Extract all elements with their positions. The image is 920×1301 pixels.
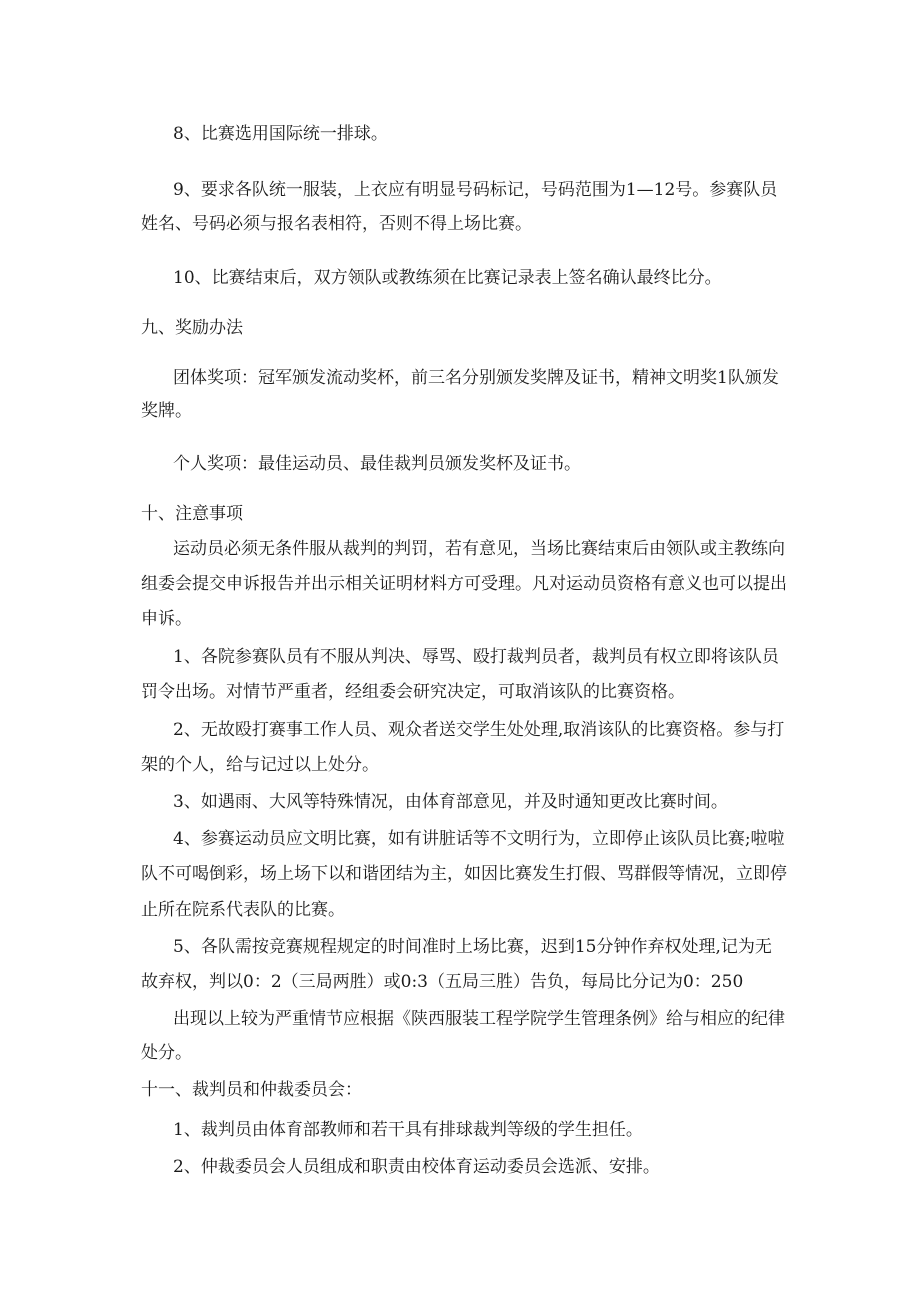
- referee-2: 2、仲裁委员会人员组成和职责由校体育运动委员会选派、安排。: [173, 1157, 660, 1177]
- notice-1-line-1: 1、各院参赛队员有不服从判决、辱骂、殴打裁判员者，裁判员有权立即将该队员: [173, 647, 779, 667]
- notice-4-line-3: 止所在院系代表队的比赛。: [141, 900, 345, 920]
- notice-4-line-2: 队不可喝倒彩，场上场下以和谐团结为主，如因比赛发生打假、骂群假等情况，立即停: [141, 864, 787, 884]
- team-award-line-2: 奖牌。: [141, 401, 192, 421]
- notice-2-line-1: 2、无故殴打赛事工作人员、观众者送交学生处处理,取消该队的比赛资格。参与打: [173, 720, 785, 740]
- notice-5-line-2: 故弃权，判以0：2（三局两胜）或0:3（五局三胜）告负，每局比分记为0：250: [141, 972, 744, 992]
- section-9-heading: 九、奖励办法: [141, 318, 243, 338]
- notice-6-line-2: 处分。: [141, 1043, 192, 1063]
- rule-9-line-1: 9、要求各队统一服装，上衣应有明显号码标记，号码范围为1—12号。参赛队员: [173, 180, 778, 200]
- team-award-line-1: 团体奖项：冠军颁发流动奖杯，前三名分别颁发奖牌及证书，精神文明奖1队颁发: [173, 368, 779, 388]
- notice-6-line-1: 出现以上较为严重情节应根据《陕西服装工程学院学生管理条例》给与相应的纪律: [173, 1009, 785, 1029]
- rule-9-line-2: 姓名、号码必须与报名表相符，否则不得上场比赛。: [141, 214, 532, 234]
- rule-8: 8、比赛选用国际统一排球。: [173, 124, 388, 144]
- individual-award: 个人奖项：最佳运动员、最佳裁判员颁发奖杯及证书。: [173, 454, 581, 474]
- notice-intro-line-3: 申诉。: [141, 609, 192, 629]
- notice-4-line-1: 4、参赛运动员应文明比赛，如有讲脏话等不文明行为，立即停止该队员比赛;啦啦: [173, 829, 785, 849]
- rule-10: 10、比赛结束后，双方领队或教练须在比赛记录表上签名确认最终比分。: [173, 268, 722, 288]
- notice-3: 3、如遇雨、大风等特殊情况，由体育部意见，并及时通知更改比赛时间。: [173, 792, 728, 812]
- notice-5-line-1: 5、各队需按竞赛规程规定的时间准时上场比赛，迟到15分钟作弃权处理,记为无: [173, 937, 772, 957]
- notice-intro-line-2: 组委会提交申诉报告并出示相关证明材料方可受理。凡对运动员资格有意义也可以提出: [141, 574, 787, 594]
- section-11-heading: 十一、裁判员和仲裁委员会：: [141, 1080, 362, 1100]
- notice-intro-line-1: 运动员必须无条件服从裁判的判罚，若有意见，当场比赛结束后由领队或主教练向: [173, 539, 785, 559]
- referee-1: 1、裁判员由体育部教师和若干具有排球裁判等级的学生担任。: [173, 1120, 643, 1140]
- notice-2-line-2: 架的个人，给与记过以上处分。: [141, 755, 379, 775]
- notice-1-line-2: 罚令出场。对情节严重者，经组委会研究决定，可取消该队的比赛资格。: [141, 682, 685, 702]
- section-10-heading: 十、注意事项: [141, 504, 243, 524]
